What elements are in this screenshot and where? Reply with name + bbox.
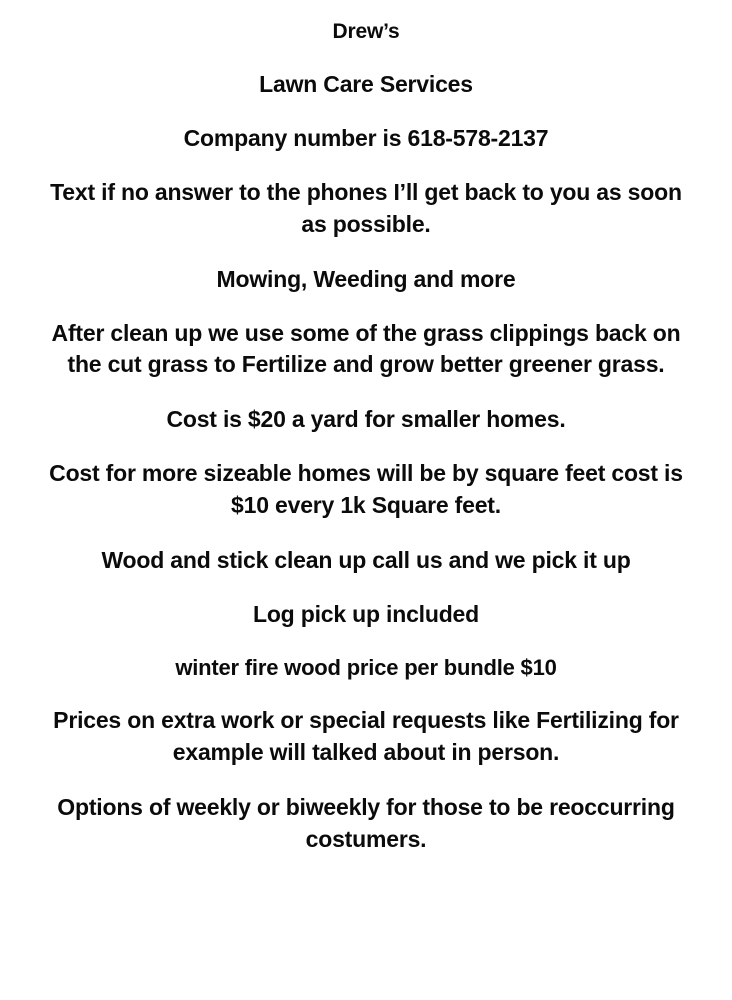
- clippings-fertilize: After clean up we use some of the grass clippings back on the cut grass to Fertilize and grow better greener grass.: [51, 319, 681, 378]
- cost-large-homes: Cost for more sizeable homes will be by square feet cost is $10 every 1k Square feet.: [49, 460, 683, 518]
- cost-small-homes: Cost is $20 a yard for smaller homes.: [166, 406, 566, 433]
- wood-stick-cleanup: Wood and stick clean up call us and we pick it up: [101, 546, 631, 573]
- services-offered: Mowing, Weeding and more: [216, 265, 516, 292]
- recurring-options: Options of weekly or biweekly for those to be reoccurring costumers.: [57, 793, 675, 852]
- extra-work-prices: Prices on extra work or special requests like Fertilizing for example will talked about in person.: [53, 707, 679, 766]
- company-number: Company number is 618-578-2137: [183, 125, 549, 152]
- business-service: Lawn Care Services: [259, 70, 473, 97]
- log-pick-up: Log pick up included: [252, 600, 479, 627]
- business-name: Drew’s: [332, 20, 400, 43]
- text-if-no-answer: Text if no answer to the phones I’ll get back to you as soon as possible.: [50, 179, 682, 237]
- winter-fire-wood: winter fire wood price per bundle $10: [175, 654, 557, 680]
